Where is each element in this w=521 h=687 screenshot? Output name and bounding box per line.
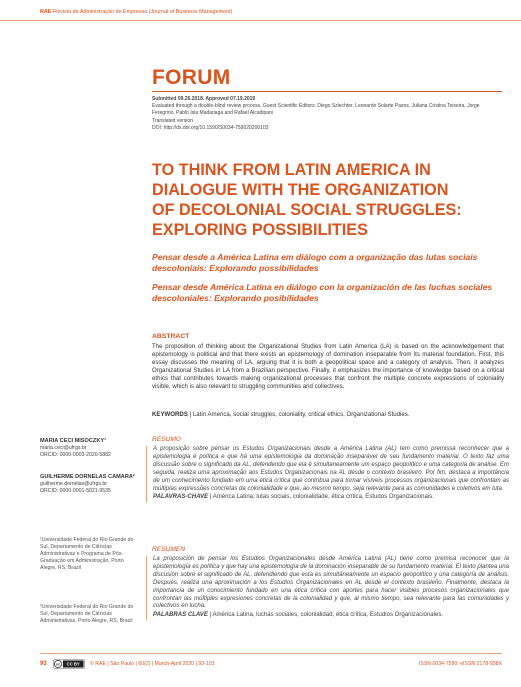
abstract-heading: ABSTRACT [152,333,190,340]
article-meta [152,96,502,132]
header-divider [0,20,521,21]
page-footer [40,660,502,672]
resumo-keywords-list: | América Latina, lutas sociais, colonialidade, ética crítica, Estudos Organizacionais. [209,494,434,501]
author-orcid[interactable]: ORCID: 0000-0001-5021-9535 [40,488,111,494]
journal-header [40,9,500,15]
footer-divider [40,653,502,654]
resumen-keywords-label: PALABRAS CLAVE [153,612,208,619]
author-orcid[interactable]: ORCID: 0000-0003-2020-5882 [40,452,111,458]
author-name: MARIA CECI MISOCZKY¹ [40,438,106,444]
resumen-block [146,556,509,620]
resumo-keywords-label: PALAVRAS-CHAVE [153,494,209,501]
author-name: GUILHERME DORNELAS CAMARA² [40,474,135,480]
affiliation-2: ²Universidade Federal do Rio Grande do Sul, Departamento de Ciências Administrativas, Porto Alegre, RS, Brazil [40,604,134,624]
resumo-heading: RESUMO [152,436,181,443]
keywords-list: | Latin America, social struggles, coloniality, critical ethics, Organizational Studies. [189,411,410,418]
resumo-block [146,446,509,502]
subtitle-spanish: Pensar desde América Latina en diálogo con la organización de las luchas sociales descoloniales: Explorando posibilidades [152,282,493,303]
journal-name: -Revista de Administração de Empresas (Journal of Business Management) [51,9,233,15]
resumo-text: A proposição sobre pensar os Estudos Organizacionais desde a América Latina (AL) tem como premissa reconhecer que a epistemologia é política e que há uma epistemologia da dominação inseparável de seu fundamento material. O texto faz uma discussão sobre o significado da AL, defendendo que ela é simultaneamente um espaço geopolítico e uma categoria de análise. Em seguida, realiza uma aproximação aos Estudos Organizacionais na AL desde o contexto brasileiro. Por fim, destaca a importância de um conhecimento fundado em uma ética crítica que contribua para tornar visíveis processos organizacionais que confrontam as múltiplas expressões concretas da colonialidade e que, ao mesmo tempo, seja relevante para as comunidades e coletivos em luta. [153,446,509,492]
resumen-text: La proposición de pensar los Estudios Organizacionales desde América Latina (AL) tiene como premisa reconocer que la epistemología es política y que hay una epistemología de la dominación inseparable de su fundamento material. El texto plantea una discusión sobre el significado de AL, defendiendo que esta es simultáneamente un espacio geopolítico y una categoría de análisis. Después, realiza una aproximación a los Estudios Organizacionales en AL desde el contexto brasileño. Finalmente, destaca la importancia de un conocimiento fundado en una ética crítica con aportes para hacer visibles procesos organizacionales que confrontan las múltiples expresiones concretas de la colonialidad y que, al mismo tiempo, sea relevante para las comunidades y colectivos en lucha. [153,556,509,610]
author-2 [40,474,140,495]
resumen-heading: RESUMEN [152,546,185,553]
title-line: DIALOGUE WITH THE ORGANIZATION [152,181,449,199]
section-divider [152,91,502,92]
author-email[interactable]: maria.ceci@ufrgs.br [40,445,87,451]
article-title [152,160,502,240]
abstract-text: The proposition of thinking about the Organizational Studies from Latin America (LA) is based on the acknowledgement that epistemology is political and that there exists an epistemology of domination inseparable from its material foundation. First, this essay discusses the meaning of LA, arguing that it is both a geopolitical space and a category of analysis. Then, it analyzes Organizational Studies in LA from a Brazilian perspective. Finally, it emphasizes the importance of knowledge based on a critical ethics that contributes towards making organizational processes that confront the multiple concrete expressions of coloniality visible, which is also relevant to struggling communities and collectives. [152,343,504,391]
review-note: Evaluated through a double-blind review process. Guest Scientific Editors: Diego Szlechter, Leonardo Solarte Pazos, Juliana Cristina Teixeira, Jorge Feregrino, Pablo Isla Madariaga and Rafael Alcadipani [152,103,480,117]
footer-issn: ISSN 0034-7590; eISSN 2178-938X [418,661,502,667]
author-email[interactable]: guilherme.dornelas@ufrgs.br [40,481,107,487]
abstract-keywords [152,411,504,419]
page-number: 93 [40,661,47,667]
svg-text:cc: cc [56,662,60,667]
affiliation-1: ¹Universidade Federal do Rio Grande do Sul, Departamento de Ciências Administrativas e Programa de Pós-Graduação em Administração, Porto Alegre, RS, Brazil [40,537,134,571]
subtitle-portuguese: Pensar desde a América Latina em diálogo com a organização das lutas sociais descoloniais: Explorando possibilidades [152,252,478,273]
creative-commons-icon [53,659,85,669]
section-label: FORUM [152,66,231,89]
submission-dates: Submitted 09.26.2018. Approved 07.19.2019 [152,96,256,102]
title-line: OF DECOLONIAL SOCIAL STRUGGLES: [152,201,462,219]
doi-link[interactable]: DOI: http://dx.doi.org/10.1590/S0034-759020200103 [152,124,269,131]
journal-abbr: RAE [40,9,52,15]
version-note: Translated version [152,117,193,124]
author-1 [40,438,140,459]
resumen-keywords-list: | América Latina, luchas sociales, colonialidad, ética crítica, Estudios Organizacionales. [209,612,444,619]
resumo-keywords [153,494,509,502]
footer-journal-info: © RAE | São Paulo | 60(2) | March-April 2020 | 93-103 [90,661,215,667]
title-line: EXPLORING POSSIBILITIES [152,221,368,239]
title-line: TO THINK FROM LATIN AMERICA IN [152,161,431,179]
cc-label: CC BY [66,661,80,667]
keywords-label: KEYWORDS [152,411,188,418]
resumen-keywords [153,612,509,620]
